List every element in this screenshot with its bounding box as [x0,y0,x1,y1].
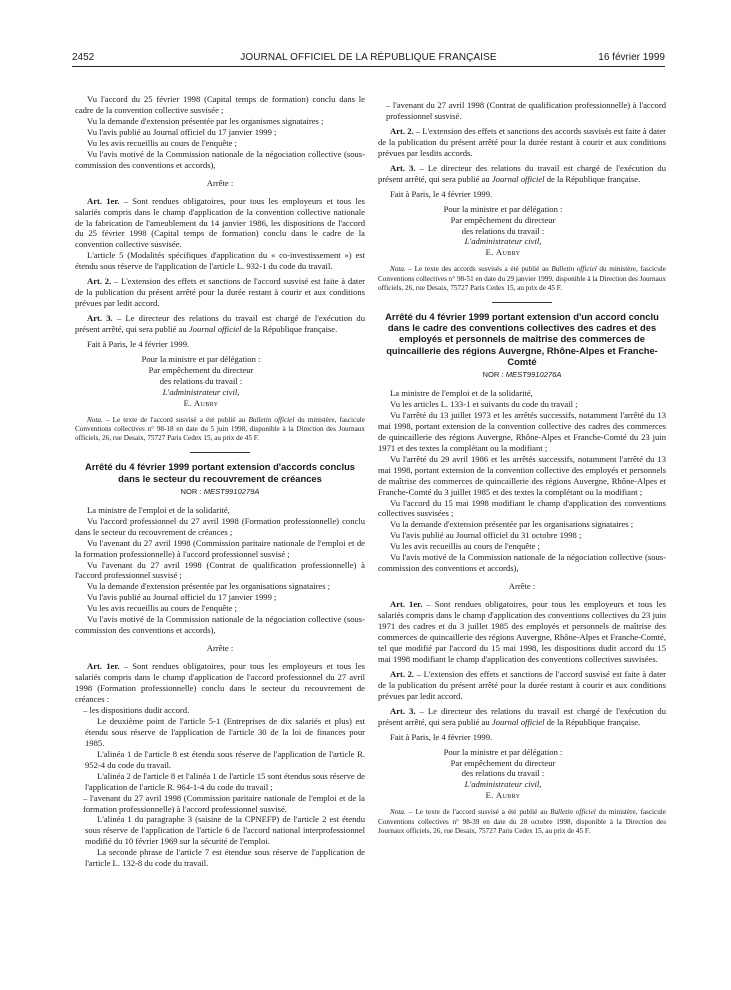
nota [75,416,365,444]
article-2 [378,669,666,702]
nota-text: – Le texte de l'accord susvisé a été publié au [405,808,551,817]
article-text: – Le directeur des relations du travail est chargé de l'exécution du présent arrêté, qui sera publié au [378,705,666,727]
signature-line: Par empêchement du directeur [148,364,254,375]
article-paragraph: L'alinéa 2 de l'article 8 et l'alinéa 1 de l'article 15 sont étendus sous réserve de l'application de l'article R. 964-1-4 du code du travail ; [85,770,365,792]
nor-reference [378,370,666,381]
article-label: Art. 2. [87,276,112,287]
visa: Vu la demande d'extension présentée par les organisations signataires ; [87,581,331,592]
nota-text: – Le texte de l'accord susvisé a été publié au [102,415,249,424]
article-3 [378,163,666,185]
article-label: Art. 1er. [87,195,120,206]
article-text: de la République française. [544,716,641,727]
nota-label: Nota. [390,808,406,817]
article-text: – Sont rendues obligatoires, pour tous les employeurs et tous les salariés compris dans le champ d'application de la convention collective nationale de la fabrication de l'ameublement du 14 janvier 1986, les dispositions de l'accord du 25 février 1998 (Capital temps de formation) conclu dans le cadre de la convention collective susvisée. [75,195,365,250]
article-paragraph: L'alinéa 1 de l'article 8 est étendu sous réserve de l'application de l'article R. 952-4 du code du travail. [85,748,365,770]
visa: Vu la demande d'extension présentée par les organisations signataires ; [390,519,634,530]
nor-code: MEST9910279A [203,486,260,496]
nor-label: NOR : [180,486,204,496]
journal-title: JOURNAL OFFICIEL DE LA RÉPUBLIQUE FRANÇAISE [240,52,497,63]
article-text: de la République française. [544,173,641,184]
list-item: – l'avenant du 27 avril 1998 (Commission paritaire nationale de l'emploi et de la formation professionnelle) à l'accord professionnel susvisé. [83,792,365,814]
visa: Vu l'avis publié au Journal officiel du 31 octobre 1998 ; [390,530,582,541]
visa: Vu l'avis motivé de la Commission nationale de la négociation collective (sous-commission des conventions et accords), [75,614,365,636]
signatory-name: E. Aubry [485,247,521,258]
signature-line: Par empêchement du directeur [450,214,556,225]
signature-block [378,747,666,802]
article-label: Art. 1er. [390,599,423,610]
visa: Vu les articles L. 133-1 et suivants du code du travail ; [390,398,578,409]
signature-line: des relations du travail : [461,225,545,236]
nota-text: du ministère, fascicule Conventions collectives n° 98-18 en date du 5 juin 1998, disponible à la Direction des Journaux officiels, 26, rue Desaix, 75727 Paris Cedex 15, au prix de 45 F. [75,415,365,443]
visa: Vu l'avis publié au Journal officiel du 17 janvier 1999 ; [87,592,277,603]
signed-place-date: Fait à Paris, le 4 février 1999. [390,188,493,199]
visa: Vu la demande d'extension présentée par les organismes signataires ; [87,115,324,126]
bulletin-name: Bulletin officiel [551,265,597,274]
article-label: Art. 2. [390,668,415,679]
page-number: 2452 [72,52,95,63]
decree-title: Arrêté du 4 février 1999 portant extension d'accords conclus dans le secteur du recouvrement de créances [84,461,356,484]
article-2 [378,126,666,159]
article-text: – Le directeur des relations du travail est chargé de l'exécution du présent arrêté, qui sera publié au [378,162,666,184]
journal-name: Journal officiel [491,173,545,184]
article-2 [75,276,365,309]
article-label: Art. 2. [390,125,414,136]
visa: Vu l'arrêté du 29 avril 1986 et les arrêtés successifs, notamment l'arrêté du 13 mai 1998, portant extension de la convention collective des employés et personnels de maîtrise des commerces de quincaillerie des régions Auvergne, Rhône-Alpes et Franche-Comté du 3 juillet 1985 et des textes la complétant ou la modifiant ; [378,453,666,497]
signature-title: L'administrateur civil, [162,386,240,397]
article-3 [75,313,365,335]
signature-line: Par empêchement du directeur [450,757,556,768]
article-text: – Le directeur des relations du travail est chargé de l'exécution du présent arrêté, qui sera publié au [75,313,365,335]
journal-name: Journal officiel [491,716,545,727]
signed-place-date: Fait à Paris, le 4 février 1999. [390,731,493,742]
article-text: – Sont rendues obligatoires, pour tous les employeurs et tous les salariés compris dans le champ d'application des conventions collectives du 23 juin 1971 des cadres et du 3 juillet 1985 des employés et personnels de maîtrise des commerces de quincaillerie des régions Auvergne, Rhône-Alpes et Franche-Comté, tel que modifié par l'accord du 15 mai 1998, les dispositions dudit accord du 15 mai 1998 modifiant le champ d'application des conventions collectives susvisées. [378,599,667,664]
visa: Vu l'avis publié au Journal officiel du 17 janvier 1999 ; [87,126,277,137]
signatory-name: E. Aubry [183,397,219,408]
minister: La ministre de l'emploi et de la solidarité, [390,387,533,398]
signed-place-date: Fait à Paris, le 4 février 1999. [87,339,190,350]
article-label: Art. 1er. [87,661,120,672]
article-text: – L'extension des effets et sanctions de l'accord susvisé est faite à dater de la publication du présent arrêté pour la durée restant à courir et aux conditions prévues par ledit accord. [378,668,667,701]
left-column [75,94,365,869]
article-1 [378,599,666,665]
decree-title: Arrêté du 4 février 1999 portant extension d'un accord conclu dans le cadre des conventions collectives des cadres et des employés et personnels de maîtrise des commerces de quincaillerie des régions Auvergne, Rhône-Alpes et Franche-Comté [385,311,659,367]
header-rule [72,66,665,67]
list-item: – les dispositions dudit accord. [83,704,190,715]
visa: Vu les avis recueillis au cours de l'enquête ; [87,603,237,614]
nota-label: Nota. [390,265,406,274]
signature-block [75,354,365,409]
visa: Vu l'avis motivé de la Commission nationale de la négociation collective (sous-commission des conventions et accords), [75,148,365,170]
minister: La ministre de l'emploi et de la solidarité, [87,504,230,515]
article-paragraph: L'article 5 (Modalités spécifiques d'application du « co-investissement ») est étendu sous réserve de l'application de l'article L. 932-1 du code du travail. [75,250,365,272]
arrete-heading: Arrête : [206,177,234,188]
article-text: de la République française. [241,324,338,335]
bulletin-name: Bulletin officiel [550,808,596,817]
right-column [378,100,666,836]
arrete-heading: Arrête : [206,643,234,654]
article-paragraph: La seconde phrase de l'article 7 est étendue sous réserve de l'application de l'article L. 132-8 du code du travail. [85,847,365,869]
nota [378,808,666,836]
signatory-name: E. Aubry [485,790,521,801]
signature-block [378,204,666,259]
article-label: Art. 3. [390,705,416,716]
nota-text: – Le texte des accords susvisés a été publié au [405,265,552,274]
nor-code: MEST9910276A [505,370,562,380]
article-text: – Sont rendues obligatoires, pour tous les employeurs et tous les salariés compris dans le champ d'application de l'accord professionnel du 27 avril 1998 (Formation professionnelle) conclu dans le secteur du recouvrement de créances : [75,661,365,704]
visa: Vu les avis recueillis au cours de l'enquête ; [87,137,237,148]
signature-line: Pour la ministre et par délégation : [443,746,563,757]
bulletin-name: Bulletin officiel [248,415,295,424]
section-separator [190,452,250,453]
nota-label: Nota. [87,415,103,424]
article-paragraph: L'alinéa 1 du paragraphe 3 (saisine de la CPNEFP) de l'article 2 est étendu sous réserve de l'application de l'article 6 de l'accord national interprofessionnel modifié du 10 février 1969 sur la sécurité de l'emploi. [85,814,365,847]
article-label: Art. 3. [87,313,113,324]
visa: Vu l'accord du 15 mai 1998 modifiant le champ d'application des conventions collectives susvisées ; [378,497,666,519]
article-1 [75,661,365,705]
nota-text: du ministère, fascicule Conventions collectives n° 98-39 en date du 28 octobre 1998, disponible à la Direction des Journaux officiels, 26, rue Desaix, 75727 Paris Cedex 15, au prix de 45 F. [378,808,666,835]
article-text: – L'extension des effets et sanctions de l'accord susvisé est faite à dater de la publication du présent arrêté pour la durée restant à courir et aux conditions prévues par ledit accord. [75,276,365,309]
issue-date: 16 février 1999 [598,52,665,63]
visa: Vu l'accord du 25 février 1998 (Capital temps de formation) conclu dans le cadre de la convention collective susvisée ; [75,94,365,115]
signature-line: Pour la ministre et par délégation : [141,354,261,365]
article-text: – L'extension des effets et sanctions des accords susvisés est faite à dater de la publication du présent arrêté pour la durée restant à courir et aux conditions prévues par lesdits accords. [378,125,667,158]
visa: Vu l'avenant du 27 avril 1998 (Contrat de qualification professionnelle) à l'accord professionnel susvisé ; [75,559,365,581]
visa: Vu l'avenant du 27 avril 1998 (Commission paritaire nationale de l'emploi et de la formation professionnelle) à l'accord professionnel susvisé ; [75,537,365,559]
article-paragraph: Le deuxième point de l'article 5-1 (Entreprises de dix salariés et plus) est étendu sous réserve de l'application de l'article 30 de la loi de finances pour 1985. [85,715,365,748]
nota-text: du ministère, fascicule Conventions collectives n° 98-51 en date du 29 janvier 1999, disponible à la Direction des Journaux officiels, 26, rue Desaix, 75727 Paris Cedex 15, au prix de 45 F. [378,265,666,292]
signature-title: L'administrateur civil, [464,236,542,247]
arrete-heading: Arrête : [508,581,536,592]
article-1 [75,196,365,251]
signature-line: Pour la ministre et par délégation : [443,203,563,214]
visa: Vu les avis recueillis au cours de l'enquête ; [390,541,540,552]
journal-name: Journal officiel [188,324,242,335]
list-item: – l'avenant du 27 avril 1998 (Contrat de qualification professionnelle) à l'accord professionnel susvisé. [386,100,666,121]
signature-line: des relations du travail : [461,768,545,779]
nor-reference [75,487,365,498]
article-3 [378,706,666,728]
nor-label: NOR : [482,370,506,380]
visa: Vu l'arrêté du 13 juillet 1973 et les arrêtés successifs, notamment l'arrêté du 13 mai 1998, portant extension de la convention collective des cadres des commerces de quincaillerie des régions Auvergne, Rhône-Alpes et Franche-Comté du 23 juin 1971 et des textes la complétant ou la modifiant ; [378,409,666,453]
section-separator [492,302,552,303]
nota [378,265,666,293]
article-label: Art. 3. [390,162,416,173]
visa: Vu l'accord professionnel du 27 avril 1998 (Formation professionnelle) conclu dans le secteur du recouvrement de créances ; [75,515,365,537]
visa: Vu l'avis motivé de la Commission nationale de la négociation collective (sous-commission des conventions et accords), [378,552,666,574]
signature-title: L'administrateur civil, [464,779,542,790]
signature-line: des relations du travail : [159,375,243,386]
